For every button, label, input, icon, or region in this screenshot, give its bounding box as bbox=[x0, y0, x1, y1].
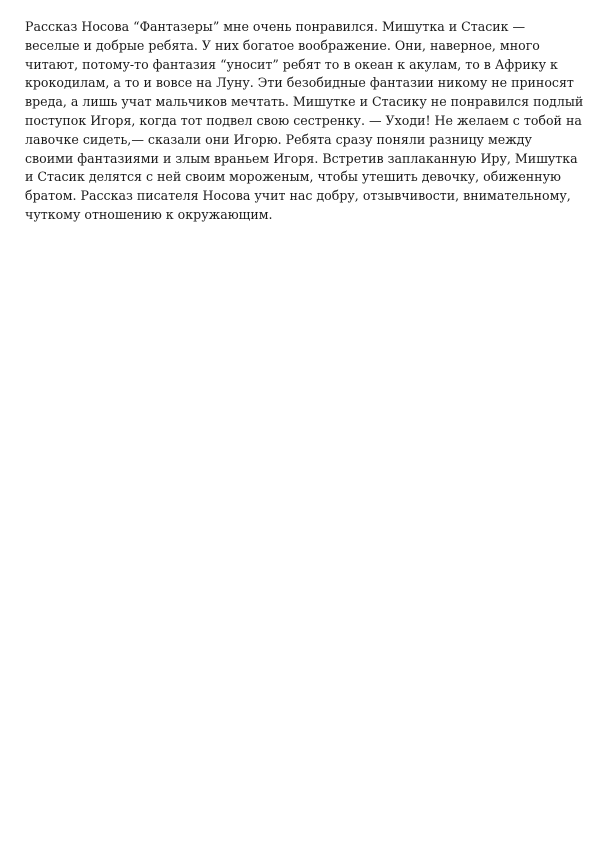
text-line: лавочке сидеть,— сказали они Игорю. Ребята сразу поняли разницу между bbox=[25, 131, 532, 147]
text-line: крокодилам, а то и вовсе на Луну. Эти безобидные фантазии никому не приносят bbox=[25, 75, 574, 91]
text-line: Рассказ Носова “Фантазеры” мне очень понравился. Мишутка и Стасик — bbox=[25, 19, 526, 34]
text-line: чуткому отношению к окружающим. bbox=[25, 206, 273, 222]
text-line: поступок Игоря, когда тот подвел свою сестренку. — Уходи! Не желаем с тобой на bbox=[25, 112, 582, 128]
text-line: и Стасик делятся с ней своим мороженым, чтобы утешить девочку, обиженную bbox=[25, 169, 561, 185]
text-line: своими фантазиями и злым враньем Игоря. Встретив заплаканную Иру, Мишутка bbox=[25, 150, 578, 166]
text-line: братом. Рассказ писателя Носова учит нас добру, отзывчивости, внимательному, bbox=[25, 188, 571, 204]
text-line: веселые и добрые ребята. У них богатое воображение. Они, наверное, много bbox=[25, 37, 540, 53]
text-line: вреда, а лишь учат мальчиков мечтать. Мишутке и Стасику не понравился подлый bbox=[25, 94, 584, 110]
text-line: читают, потому-то фантазия “уносит” ребят то в океан к акулам, то в Африку к bbox=[25, 56, 558, 72]
essay-paragraph bbox=[25, 18, 584, 225]
